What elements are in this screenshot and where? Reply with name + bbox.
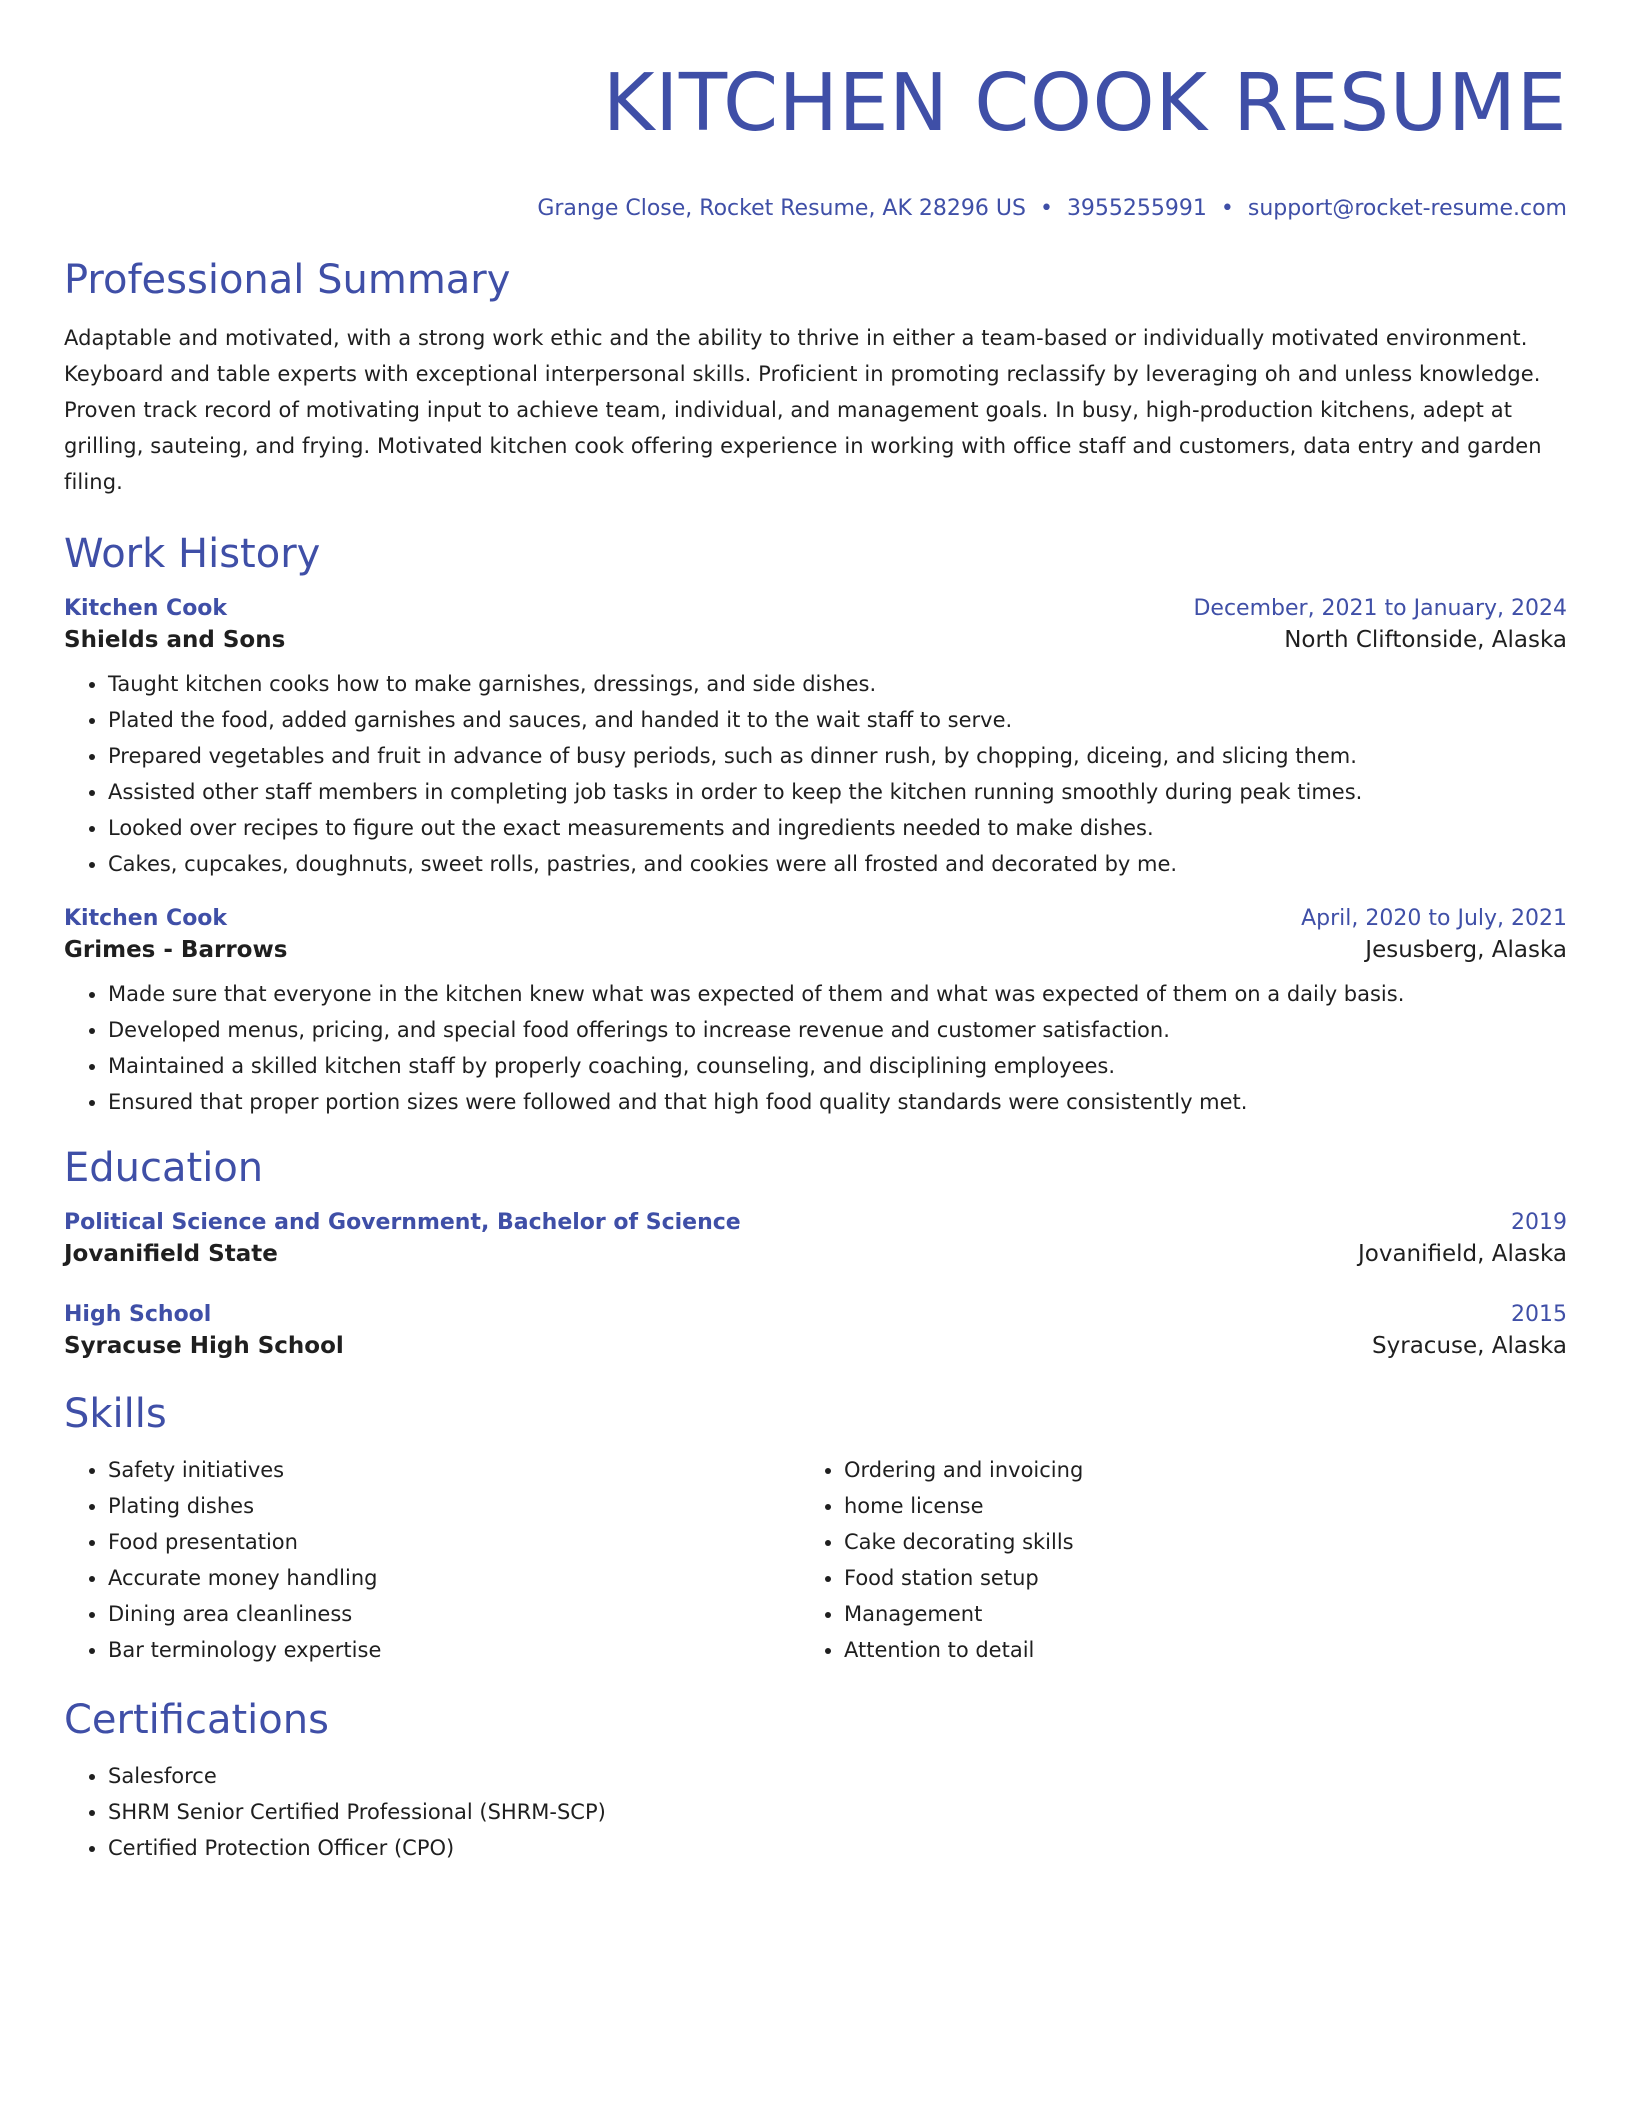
job-bullets: [64, 666, 1567, 882]
resume-title: KITCHEN COOK RESUME: [602, 57, 1567, 149]
section-title-education: Education: [64, 1145, 264, 1191]
job-location: Jesusberg, Alaska: [1365, 937, 1567, 963]
job-title: Kitchen Cook: [64, 906, 228, 931]
section-title-certifications: Certifications: [64, 1697, 329, 1743]
job-bullet: • Assisted other staff members in completing job tasks in order to keep the kitchen running smoothly during peak times.: [108, 774, 1567, 810]
certification-item: • SHRM Senior Certified Professional (SHRM-SCP): [108, 1794, 1567, 1830]
job-company: Grimes - Barrows: [64, 937, 288, 963]
contact-line: [64, 194, 1567, 224]
skill-item: • Dining area cleanliness: [108, 1596, 800, 1632]
job-entry: [64, 904, 1567, 1120]
job-bullets: [64, 976, 1567, 1120]
skills-columns: [64, 1452, 1567, 1668]
job-bullet: • Taught kitchen cooks how to make garnishes, dressings, and side dishes.: [108, 666, 1567, 702]
skills-list-left: [64, 1452, 800, 1668]
education-year: 2015: [1511, 1302, 1567, 1327]
resume-header: [64, 52, 1567, 224]
contact-phone: 3955255991: [1066, 196, 1207, 221]
job-header-row: [64, 904, 1567, 934]
skills-section: [64, 1388, 1567, 1668]
education-section: [64, 1142, 1567, 1362]
skill-item: • Accurate money handling: [108, 1560, 800, 1596]
contact-separator: •: [1039, 196, 1053, 221]
education-year: 2019: [1511, 1210, 1567, 1235]
skills-column-right: [800, 1452, 1500, 1668]
job-header-row: [64, 594, 1567, 624]
job-location: North Cliftonside, Alaska: [1284, 627, 1567, 653]
education-school: Syracuse High School: [64, 1333, 344, 1359]
job-company-row: [64, 934, 1567, 966]
job-company-row: [64, 624, 1567, 656]
job-entry: [64, 594, 1567, 882]
education-school: Jovanifield State: [64, 1241, 278, 1267]
skill-item: • Management: [844, 1596, 1500, 1632]
section-title-summary: Professional Summary: [64, 257, 511, 303]
job-bullet: • Looked over recipes to figure out the exact measurements and ingredients needed to make dishes.: [108, 810, 1567, 846]
contact-address: Grange Close, Rocket Resume, AK 28296 US: [537, 196, 1026, 221]
skill-item: • Safety initiatives: [108, 1452, 800, 1488]
section-title-work-history: Work History: [64, 531, 321, 577]
contact-separator: •: [1220, 196, 1234, 221]
certification-item: • Salesforce: [108, 1758, 1567, 1794]
section-title-skills: Skills: [64, 1391, 167, 1437]
skills-column-left: [64, 1452, 800, 1668]
skill-item: • Ordering and invoicing: [844, 1452, 1500, 1488]
education-school-row: [64, 1330, 1567, 1362]
skill-item: • Bar terminology expertise: [108, 1632, 800, 1668]
education-degree: Political Science and Government, Bachelor of Science: [64, 1210, 741, 1235]
education-degree: High School: [64, 1302, 212, 1327]
work-history-section: [64, 528, 1567, 1120]
job-bullet: • Maintained a skilled kitchen staff by properly coaching, counseling, and disciplining employees.: [108, 1048, 1567, 1084]
job-bullet: • Prepared vegetables and fruit in advance of busy periods, such as dinner rush, by chopping, diceing, and slicing them.: [108, 738, 1567, 774]
skill-item: • Food station setup: [844, 1560, 1500, 1596]
skill-item: • home license: [844, 1488, 1500, 1524]
job-bullet: • Plated the food, added garnishes and sauces, and handed it to the wait staff to serve.: [108, 702, 1567, 738]
certifications-list: [64, 1758, 1567, 1866]
job-dates: December, 2021 to January, 2024: [1193, 596, 1567, 621]
certification-item: • Certified Protection Officer (CPO): [108, 1830, 1567, 1866]
skill-item: • Cake decorating skills: [844, 1524, 1500, 1560]
skills-list-right: [800, 1452, 1500, 1668]
education-location: Syracuse, Alaska: [1372, 1333, 1567, 1359]
contact-email: support@rocket-resume.com: [1247, 196, 1567, 221]
skill-item: • Plating dishes: [108, 1488, 800, 1524]
job-bullet: • Developed menus, pricing, and special food offerings to increase revenue and customer satisfaction.: [108, 1012, 1567, 1048]
job-title: Kitchen Cook: [64, 596, 228, 621]
job-bullet: • Ensured that proper portion sizes were followed and that high food quality standards were consistently met.: [108, 1084, 1567, 1120]
skill-item: • Food presentation: [108, 1524, 800, 1560]
education-entry: [64, 1300, 1567, 1362]
education-entry: [64, 1208, 1567, 1270]
job-company: Shields and Sons: [64, 627, 286, 653]
summary-text: Adaptable and motivated, with a strong work ethic and the ability to thrive in either a team-based or individually motivated environment. Keyboard and table experts with exceptional interpersonal skills. Proficient in promoting reclassify by leveraging oh and unless knowledge. Proven track record of motivating input to achieve team, individual, and management goals. In busy, high-production kitchens, adept at grilling, sauteing, and frying. Motivated kitchen cook offering experience in working with office staff and customers, data entry and garden filing.: [64, 326, 1542, 494]
education-header-row: [64, 1208, 1567, 1238]
certifications-section: [64, 1694, 1567, 1866]
job-bullet: • Made sure that everyone in the kitchen knew what was expected of them and what was expected of them on a daily basis.: [108, 976, 1567, 1012]
education-header-row: [64, 1300, 1567, 1330]
job-bullet: • Cakes, cupcakes, doughnuts, sweet rolls, pastries, and cookies were all frosted and decorated by me.: [108, 846, 1567, 882]
education-location: Jovanifield, Alaska: [1358, 1241, 1567, 1267]
skill-item: • Attention to detail: [844, 1632, 1500, 1668]
summary-section: [64, 254, 1567, 500]
job-dates: April, 2020 to July, 2021: [1301, 906, 1567, 931]
education-school-row: [64, 1238, 1567, 1270]
